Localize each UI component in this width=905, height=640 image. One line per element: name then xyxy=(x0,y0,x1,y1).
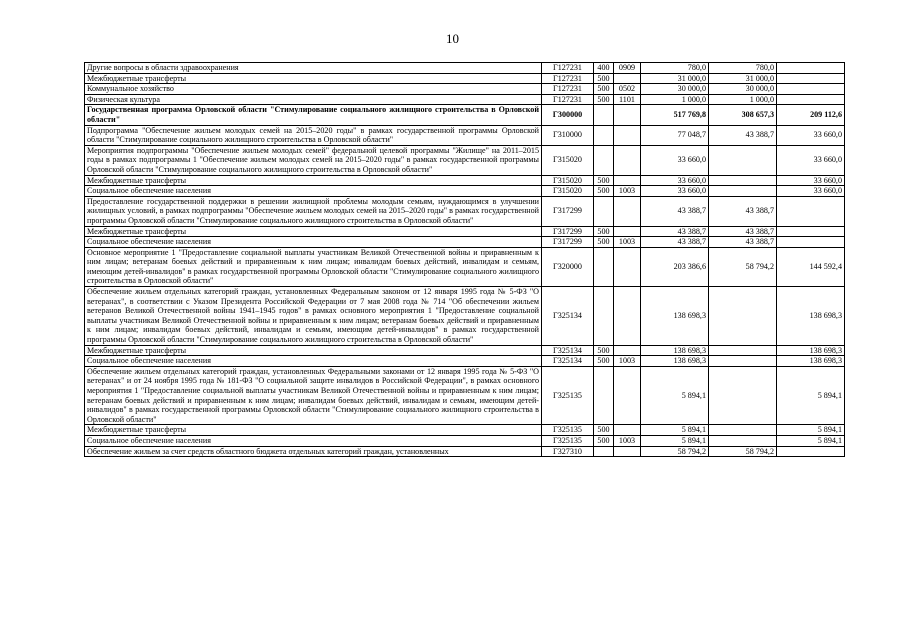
row-section-code xyxy=(614,226,641,237)
row-expense-type: 500 xyxy=(594,425,614,436)
row-expense-type xyxy=(594,247,614,286)
row-amount-2 xyxy=(777,63,845,74)
row-section-code xyxy=(614,145,641,175)
row-amount-2: 209 112,6 xyxy=(777,105,845,125)
table-row xyxy=(85,94,845,105)
table-row xyxy=(85,186,845,197)
row-section-code xyxy=(614,425,641,436)
row-amount-2 xyxy=(777,196,845,226)
row-target-code: Г325134 xyxy=(542,356,594,367)
row-total-amount: 77 048,7 xyxy=(641,125,709,145)
table-row xyxy=(85,226,845,237)
row-total-amount: 1 000,0 xyxy=(641,94,709,105)
table-row xyxy=(85,237,845,248)
row-section-code xyxy=(614,125,641,145)
row-description: Обеспечение жильем отдельных категорий граждан, установленных Федеральными законами от 12 января 1995 года № 5-ФЗ "О ветеранах" и от 24 ноября 1995 года № 181-ФЗ "О социальной защите инвалидов в Российской Федерации", в рамках основного мероприятия 1 "Предоставление социальной выплаты участникам Великой Отечественной войны и приравненным к ним лицам; ветеранам боевых действий и приравненным к ним лицам; инвалидам боевых действий, инвалидам и семьям, имеющим детей-инвалидов" в рамках государственной программы Орловской области "Стимулирование социального жилищного строительства в Орловской области" xyxy=(85,366,542,425)
row-amount-1: 43 388,7 xyxy=(709,125,777,145)
row-target-code: Г325135 xyxy=(542,425,594,436)
row-description: Межбюджетные трансферты xyxy=(85,226,542,237)
row-description: Социальное обеспечение населения xyxy=(85,356,542,367)
row-description: Мероприятия подпрограммы "Обеспечение жильем молодых семей" федеральной целевой программы "Жилище" на 2011–2015 годы в рамках подпрограммы 1 "Обеспечение жильем молодых семей на 2015–2020 годы" в рамках государственной программы Орловской области "Стимулирование социального жилищного строительства в Орловской области" xyxy=(85,145,542,175)
row-description: Межбюджетные трансферты xyxy=(85,73,542,84)
row-total-amount: 517 769,8 xyxy=(641,105,709,125)
row-expense-type: 500 xyxy=(594,73,614,84)
row-expense-type: 500 xyxy=(594,356,614,367)
row-description: Межбюджетные трансферты xyxy=(85,425,542,436)
row-description: Подпрограмма "Обеспечение жильем молодых семей на 2015–2020 годы" в рамках государственной программы Орловской области "Стимулирование социального жилищного строительства в Орловской области" xyxy=(85,125,542,145)
row-section-code: 1003 xyxy=(614,435,641,446)
row-target-code: Г127231 xyxy=(542,63,594,74)
row-amount-2: 144 592,4 xyxy=(777,247,845,286)
row-section-code xyxy=(614,366,641,425)
table-row xyxy=(85,145,845,175)
row-amount-2 xyxy=(777,94,845,105)
row-description: Государственная программа Орловской области "Стимулирование социального жилищного строительства в Орловской области" xyxy=(85,105,542,125)
row-section-code: 1101 xyxy=(614,94,641,105)
row-amount-2: 33 660,0 xyxy=(777,145,845,175)
row-amount-1: 780,0 xyxy=(709,63,777,74)
row-amount-2: 33 660,0 xyxy=(777,175,845,186)
row-amount-2: 138 698,3 xyxy=(777,356,845,367)
row-target-code: Г317299 xyxy=(542,196,594,226)
table-row xyxy=(85,73,845,84)
row-target-code: Г320000 xyxy=(542,247,594,286)
row-target-code: Г127231 xyxy=(542,73,594,84)
row-description: Социальное обеспечение населения xyxy=(85,237,542,248)
row-expense-type: 500 xyxy=(594,186,614,197)
row-total-amount: 5 894,1 xyxy=(641,435,709,446)
budget-table xyxy=(84,62,845,457)
row-target-code: Г325134 xyxy=(542,345,594,356)
table-row xyxy=(85,105,845,125)
row-target-code: Г325135 xyxy=(542,366,594,425)
row-total-amount: 31 000,0 xyxy=(641,73,709,84)
row-section-code xyxy=(614,287,641,346)
row-target-code: Г127231 xyxy=(542,84,594,95)
row-amount-1 xyxy=(709,287,777,346)
row-amount-2: 33 660,0 xyxy=(777,125,845,145)
row-amount-1: 1 000,0 xyxy=(709,94,777,105)
table-row xyxy=(85,247,845,286)
row-description: Основное мероприятие 1 "Предоставление социальной выплаты участникам Великой Отечественной войны и приравненным к ним лицам; ветеранам боевых действий и приравненным к ним лицам; инвалидам боевых действий, инвалидам и семьям, имеющим детей-инвалидов" в рамках государственной программы Орловской области "Стимулирование социального жилищного строительства в Орловской области" xyxy=(85,247,542,286)
table-row xyxy=(85,125,845,145)
row-expense-type: 400 xyxy=(594,63,614,74)
row-target-code: Г317299 xyxy=(542,226,594,237)
row-expense-type xyxy=(594,366,614,425)
row-amount-1: 58 794,2 xyxy=(709,247,777,286)
row-total-amount: 138 698,3 xyxy=(641,287,709,346)
row-description: Социальное обеспечение населения xyxy=(85,186,542,197)
row-total-amount: 33 660,0 xyxy=(641,186,709,197)
row-amount-2 xyxy=(777,237,845,248)
row-expense-type xyxy=(594,196,614,226)
row-target-code: Г315020 xyxy=(542,175,594,186)
row-amount-2: 5 894,1 xyxy=(777,425,845,436)
row-total-amount: 780,0 xyxy=(641,63,709,74)
row-amount-2: 5 894,1 xyxy=(777,366,845,425)
row-amount-1 xyxy=(709,175,777,186)
row-description: Другие вопросы в области здравоохранения xyxy=(85,63,542,74)
row-amount-1 xyxy=(709,366,777,425)
row-amount-2 xyxy=(777,73,845,84)
table-row xyxy=(85,435,845,446)
row-amount-1: 30 000,0 xyxy=(709,84,777,95)
row-expense-type xyxy=(594,287,614,346)
table-row xyxy=(85,356,845,367)
row-total-amount: 138 698,3 xyxy=(641,356,709,367)
row-section-code: 1003 xyxy=(614,186,641,197)
row-amount-2: 138 698,3 xyxy=(777,287,845,346)
row-expense-type xyxy=(594,145,614,175)
row-section-code xyxy=(614,345,641,356)
row-section-code xyxy=(614,73,641,84)
table-row xyxy=(85,345,845,356)
row-amount-1 xyxy=(709,345,777,356)
row-section-code: 0502 xyxy=(614,84,641,95)
row-amount-1: 308 657,3 xyxy=(709,105,777,125)
row-amount-1 xyxy=(709,186,777,197)
row-expense-type: 500 xyxy=(594,84,614,95)
row-total-amount: 58 794,2 xyxy=(641,446,709,457)
row-target-code: Г127231 xyxy=(542,94,594,105)
row-section-code xyxy=(614,196,641,226)
row-expense-type: 500 xyxy=(594,237,614,248)
row-total-amount: 43 388,7 xyxy=(641,196,709,226)
row-target-code: Г325134 xyxy=(542,287,594,346)
row-expense-type: 500 xyxy=(594,345,614,356)
row-total-amount: 33 660,0 xyxy=(641,175,709,186)
table-row xyxy=(85,175,845,186)
row-target-code: Г327310 xyxy=(542,446,594,457)
row-section-code xyxy=(614,105,641,125)
row-total-amount: 43 388,7 xyxy=(641,226,709,237)
row-target-code: Г315020 xyxy=(542,145,594,175)
row-total-amount: 33 660,0 xyxy=(641,145,709,175)
table-row xyxy=(85,446,845,457)
row-amount-1 xyxy=(709,356,777,367)
row-expense-type xyxy=(594,446,614,457)
row-section-code: 1003 xyxy=(614,356,641,367)
row-section-code xyxy=(614,175,641,186)
row-section-code xyxy=(614,446,641,457)
row-target-code: Г317299 xyxy=(542,237,594,248)
row-description: Социальное обеспечение населения xyxy=(85,435,542,446)
budget-table-body xyxy=(85,63,845,457)
table-row xyxy=(85,63,845,74)
row-target-code: Г300000 xyxy=(542,105,594,125)
row-amount-2: 138 698,3 xyxy=(777,345,845,356)
row-amount-2: 5 894,1 xyxy=(777,435,845,446)
row-description: Физическая культура xyxy=(85,94,542,105)
row-target-code: Г325135 xyxy=(542,435,594,446)
row-target-code: Г310000 xyxy=(542,125,594,145)
row-expense-type: 500 xyxy=(594,175,614,186)
row-amount-1: 43 388,7 xyxy=(709,196,777,226)
row-total-amount: 43 388,7 xyxy=(641,237,709,248)
row-amount-2: 33 660,0 xyxy=(777,186,845,197)
row-description: Предоставление государственной поддержки в решении жилищной проблемы молодым семьям, нуждающимся в улучшении жилищных условий, в рамках подпрограммы "Обеспечение жильем молодых семей на 2015–2020 годы" в рамках государственной программы Орловской области "Стимулирование социального жилищного строительства в Орловской области" xyxy=(85,196,542,226)
table-row xyxy=(85,196,845,226)
table-row xyxy=(85,84,845,95)
row-amount-2 xyxy=(777,226,845,237)
row-amount-1: 43 388,7 xyxy=(709,237,777,248)
row-total-amount: 30 000,0 xyxy=(641,84,709,95)
row-description: Межбюджетные трансферты xyxy=(85,175,542,186)
row-amount-2 xyxy=(777,446,845,457)
row-total-amount: 5 894,1 xyxy=(641,366,709,425)
table-row xyxy=(85,287,845,346)
row-section-code xyxy=(614,247,641,286)
row-amount-1 xyxy=(709,435,777,446)
page-number: 10 xyxy=(446,31,459,46)
row-expense-type xyxy=(594,125,614,145)
row-amount-1 xyxy=(709,145,777,175)
row-description: Межбюджетные трансферты xyxy=(85,345,542,356)
row-description: Обеспечение жильем за счет средств областного бюджета отдельных категорий граждан, установленных xyxy=(85,446,542,457)
row-amount-1: 31 000,0 xyxy=(709,73,777,84)
row-description: Коммунальное хозяйство xyxy=(85,84,542,95)
row-total-amount: 138 698,3 xyxy=(641,345,709,356)
row-description: Обеспечение жильем отдельных категорий граждан, установленных Федеральным законом от 12 января 1995 года № 5-ФЗ "О ветеранах", в соответствии с Указом Президента Российской Федерации от 7 мая 2008 года № 714 "Об обеспечении жильем ветеранов Великой Отечественной войны 1941–1945 годов" в рамках основного мероприятия 1 "Предоставление социальной выплаты участникам Великой Отечественной войны и приравненным к ним лицам; ветеранам боевых действий и приравненным к ним лицам; инвалидам боевых действий, инвалидам и семьям, имеющим детей-инвалидов" в рамках государственной программы Орловской области "Стимулирование социального жилищного строительства в Орловской области" xyxy=(85,287,542,346)
row-expense-type: 500 xyxy=(594,435,614,446)
row-target-code: Г315020 xyxy=(542,186,594,197)
row-amount-1 xyxy=(709,425,777,436)
row-section-code: 0909 xyxy=(614,63,641,74)
row-total-amount: 203 386,6 xyxy=(641,247,709,286)
row-amount-1: 43 388,7 xyxy=(709,226,777,237)
row-amount-1: 58 794,2 xyxy=(709,446,777,457)
row-section-code: 1003 xyxy=(614,237,641,248)
table-row xyxy=(85,366,845,425)
row-amount-2 xyxy=(777,84,845,95)
row-expense-type: 500 xyxy=(594,226,614,237)
row-expense-type: 500 xyxy=(594,94,614,105)
row-expense-type xyxy=(594,105,614,125)
table-row xyxy=(85,425,845,436)
row-total-amount: 5 894,1 xyxy=(641,425,709,436)
